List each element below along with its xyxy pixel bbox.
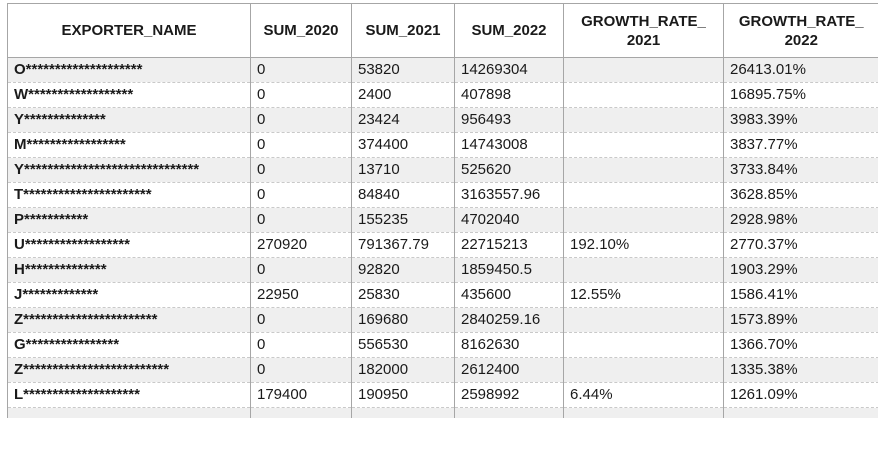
cell-sum-2021[interactable]: 169680 [352,308,455,333]
table-row [8,258,878,283]
cell-growth-2021[interactable] [564,308,724,333]
cell-growth-2021[interactable]: 12.55% [564,283,724,308]
table-row [8,283,878,308]
cell-sum-2020[interactable]: 0 [251,58,352,83]
cell-exporter-name[interactable]: W****************** [8,83,251,108]
cell-exporter-name[interactable]: H************** [8,258,251,283]
cell-exporter-name[interactable]: T********************** [8,183,251,208]
cell-growth-2021[interactable] [564,108,724,133]
cell-growth-2022[interactable]: 3628.85% [724,183,878,208]
cell-sum-2020[interactable]: 0 [251,258,352,283]
cell-sum-2021[interactable]: 92820 [352,258,455,283]
cell-exporter-name[interactable]: Y************** [8,108,251,133]
cell-exporter-name[interactable]: Z************************* [8,358,251,383]
cell-sum-2021[interactable]: 84840 [352,183,455,208]
cell-growth-2021[interactable] [564,158,724,183]
table-row [8,333,878,358]
cell-growth-2022[interactable]: 1261.09% [724,383,878,408]
header-growth-rate-2022[interactable] [724,4,878,58]
cell-growth-2022[interactable]: 1573.89% [724,308,878,333]
cell-sum-2020[interactable]: 0 [251,358,352,383]
cell-exporter-name[interactable]: G**************** [8,333,251,358]
table-row [8,158,878,183]
cell-exporter-name[interactable]: U****************** [8,233,251,258]
table-row [8,58,878,83]
cell-sum-2020[interactable]: 0 [251,83,352,108]
cell-exporter-name[interactable]: Y****************************** [8,158,251,183]
table-row [8,233,878,258]
cell-exporter-name[interactable]: P*********** [8,208,251,233]
cell-growth-2022[interactable]: 3733.84% [724,158,878,183]
cell-sum-2020[interactable]: 0 [251,133,352,158]
cell-growth-2022[interactable]: 1366.70% [724,333,878,358]
table-row-partial [8,408,878,418]
cell-sum-2020[interactable]: 270920 [251,233,352,258]
cell-sum-2022[interactable]: 8162630 [455,333,564,358]
cell-sum-2020[interactable]: 0 [251,158,352,183]
cell-empty [251,408,352,418]
cell-exporter-name[interactable]: J************* [8,283,251,308]
table-row [8,383,878,408]
cell-sum-2022[interactable]: 3163557.96 [455,183,564,208]
cell-growth-2022[interactable]: 3837.77% [724,133,878,158]
exporter-growth-table [7,3,878,418]
cell-sum-2022[interactable]: 2840259.16 [455,308,564,333]
cell-exporter-name[interactable]: O******************** [8,58,251,83]
header-growth-rate-2021-line2: 2021 [626,31,661,49]
header-growth-rate-2022-line1: GROWTH_RATE_ [738,12,864,30]
cell-sum-2022[interactable]: 2598992 [455,383,564,408]
cell-sum-2021[interactable]: 2400 [352,83,455,108]
cell-sum-2021[interactable]: 13710 [352,158,455,183]
cell-sum-2020[interactable]: 0 [251,208,352,233]
table-row [8,108,878,133]
cell-growth-2021[interactable] [564,358,724,383]
cell-growth-2021[interactable] [564,333,724,358]
cell-sum-2021[interactable]: 182000 [352,358,455,383]
cell-sum-2020[interactable]: 179400 [251,383,352,408]
cell-sum-2020[interactable]: 0 [251,333,352,358]
cell-sum-2020[interactable]: 22950 [251,283,352,308]
cell-growth-2021[interactable] [564,258,724,283]
cell-growth-2022[interactable]: 26413.01% [724,58,878,83]
cell-sum-2020[interactable]: 0 [251,308,352,333]
header-growth-rate-2021[interactable] [564,4,724,58]
cell-sum-2022[interactable]: 14269304 [455,58,564,83]
cell-growth-2021[interactable] [564,208,724,233]
header-sum-2020[interactable]: SUM_2020 [251,4,352,58]
cell-exporter-name[interactable]: Z*********************** [8,308,251,333]
cell-empty [564,408,724,418]
cell-growth-2022[interactable]: 2770.37% [724,233,878,258]
header-exporter-name[interactable]: EXPORTER_NAME [8,4,251,58]
cell-sum-2021[interactable]: 556530 [352,333,455,358]
cell-growth-2022[interactable]: 2928.98% [724,208,878,233]
cell-sum-2022[interactable]: 956493 [455,108,564,133]
cell-growth-2021[interactable] [564,83,724,108]
cell-empty [724,408,878,418]
cell-sum-2020[interactable]: 0 [251,108,352,133]
cell-growth-2021[interactable] [564,133,724,158]
table-row [8,83,878,108]
cell-exporter-name[interactable]: L******************** [8,383,251,408]
cell-sum-2022[interactable]: 1859450.5 [455,258,564,283]
cell-sum-2021[interactable]: 25830 [352,283,455,308]
cell-sum-2022[interactable]: 4702040 [455,208,564,233]
cell-growth-2021[interactable]: 6.44% [564,383,724,408]
header-sum-2021[interactable]: SUM_2021 [352,4,455,58]
cell-growth-2022[interactable]: 1586.41% [724,283,878,308]
cell-growth-2022[interactable]: 1335.38% [724,358,878,383]
cell-growth-2021[interactable]: 192.10% [564,233,724,258]
cell-sum-2021[interactable]: 23424 [352,108,455,133]
cell-empty [455,408,564,418]
cell-sum-2022[interactable]: 2612400 [455,358,564,383]
header-growth-rate-2021-line1: GROWTH_RATE_ [581,12,706,30]
cell-sum-2021[interactable]: 791367.79 [352,233,455,258]
header-growth-rate-2022-line2: 2022 [784,31,818,49]
cell-sum-2021[interactable]: 374400 [352,133,455,158]
table-row [8,358,878,383]
cell-sum-2021[interactable]: 190950 [352,383,455,408]
cell-sum-2021[interactable]: 53820 [352,58,455,83]
cell-growth-2022[interactable]: 3983.39% [724,108,878,133]
cell-sum-2021[interactable]: 155235 [352,208,455,233]
cell-sum-2020[interactable]: 0 [251,183,352,208]
header-row [8,4,878,58]
cell-sum-2022[interactable]: 22715213 [455,233,564,258]
cell-empty [8,408,251,418]
cell-sum-2022[interactable]: 435600 [455,283,564,308]
table-row [8,183,878,208]
header-sum-2022[interactable]: SUM_2022 [455,4,564,58]
cell-sum-2022[interactable]: 407898 [455,83,564,108]
cell-growth-2022[interactable]: 1903.29% [724,258,878,283]
cell-growth-2021[interactable] [564,58,724,83]
cell-growth-2021[interactable] [564,183,724,208]
cell-exporter-name[interactable]: M***************** [8,133,251,158]
table-row [8,208,878,233]
table-row [8,308,878,333]
cell-growth-2022[interactable]: 16895.75% [724,83,878,108]
cell-sum-2022[interactable]: 525620 [455,158,564,183]
table-row [8,133,878,158]
cell-empty [352,408,455,418]
cell-sum-2022[interactable]: 14743008 [455,133,564,158]
